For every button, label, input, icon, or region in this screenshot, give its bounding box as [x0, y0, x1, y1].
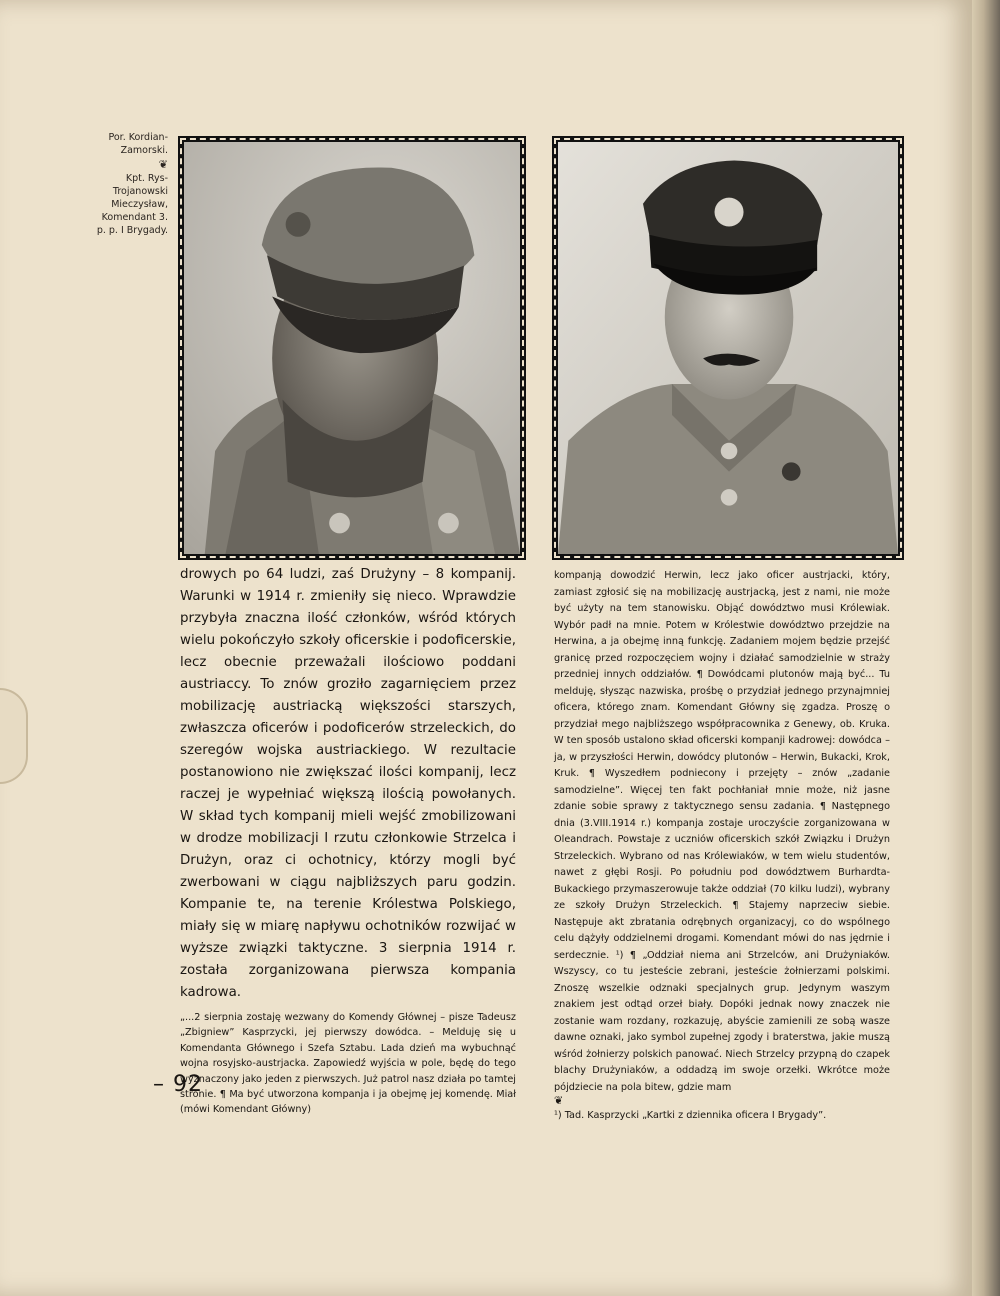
footnote: ¹) Tad. Kasprzycki „Kartki z dziennika oficera I Brygady”.: [554, 1110, 827, 1121]
right-portrait-image: [558, 142, 898, 554]
right-body-paragraph: kompanją dowodzić Herwin, lecz jako oficer austrjacki, który, zamiast zgłosić się na mobilizację austrjacką, jest z nami, nie może być użyty na tem stanowisku. Objąć dowództwo musi Królewiak. Wybór padł na mnie. Potem w Królestwie dowództwo przejdzie na Herwina, a ja obejmę inną funkcję. Zadaniem mojem będzie przejść granicę przed rozpoczęciem wojny i działać samodzielnie w straży przedniej innych oddziałów. ¶ Dowódcami plutonów mają być... Tu melduję, słysząc nazwiska, prośbę o przydział jednego przynajmniej oficera, którego znam. Komendant Główny się zgadza. Proszę o przydział mego najbliższego współpracownika z Genewy, ob. Kruka. W ten sposób ustalono skład oficerski kompanji kadrowej: dowódca – ja, w przyszłości Herwin, dowódcy plutonów – Herwin, Bukacki, Krok, Kruk. ¶ Wyszedłem podniecony i przejęty – znów „zadanie samodzielne”. Więcej ten fakt pochłaniał mnie może, niż jasne zdanie sobie sprawy z taktycznego sensu zadania. ¶ Następnego dnia (3.VIII.1914 r.) kompanja zostaje uroczyście zorganizowana w Oleandrach. Powstaje z uczniów oficerskich szkół Związku i Drużyn Strzeleckich. Wybrano od nas Królewiaków, w tem wielu studentów, nawet z głębi Rosji. Po południu pod dowództwem Burhardta-Bukackiego przymaszerowuje także oddział (70 kilku ludzi), wybrany ze szkoły Drużyn Strzeleckich. ¶ Stajemy naprzeciw siebie. Następuje akt zbratania odrębnych organizacyj, co do wspólnego celu dążyły oddzielnemi drogami. Komendant mówi do nas jędrnie i serdecznie. ¹) ¶ „Oddział niema ani Strzelców, ani Drużyniaków. Wszyscy, co tu jesteście zebrani, jesteście żołnierzami polskimi. Znoszę wszelkie odznaki specjalnych grup. Jedynym waszym znakiem jest odtąd orzeł biały. Dopóki jednak nowy znaczek nie zostanie wam rozdany, rozkazuję, abyście zamienili ze sobą wasze dawne oznaki, jako symbol zupełnej zgody i braterstwa, jakie muszą wśród żołnierzy polskich panować. Niech Strzelcy przypną do czapek blachy Drużyniaków, a oddadzą im swoje orzełki. Wkrótce może pójdziecie na pola bitew, gdzie mam: [554, 570, 890, 1093]
right-text-column: [554, 568, 890, 1125]
left-portrait-image: [184, 142, 520, 554]
left-text-column: [180, 564, 516, 1118]
page-number: – 92: [153, 1072, 203, 1097]
left-portrait-photo: [184, 142, 520, 554]
right-photo-caption: Kpt. Rys-Trojanowski Mieczysław, Komendant 3. p. p. I Brygady.: [96, 173, 168, 236]
leaf-ornament-icon: ❦: [158, 158, 168, 171]
right-portrait-photo: [558, 142, 898, 554]
left-body-paragraph: drowych po 64 ludzi, zaś Drużyny – 8 kompanij. Warunki w 1914 r. zmieniły się nieco. Wprawdzie przybyła znaczna ilość członków, wśród których wielu pokończyło szkoły oficerskie i podoficerskie, lecz obecnie przeważali ilościowo poddani austriaccy. To znów groziło zagarnięciem przez mobilizację austriacką większości starszych, zwłaszcza oficerów i podoficerów strzeleckich, do szeregów wojska austriackiego. W rezultacie postanowiono nie zwiększać ilości kompanij, lecz raczej je wypełniać większą ilością powołanych. W skład tych kompanij mieli wejść zmobilizowani w drodze mobilizacji I rzutu członkowie Strzelca i Drużyn, oraz ci ochotnicy, którzy mogli być zwerbowani w ciągu najbliższych paru godzin. Kompanie te, na terenie Królestwa Polskiego, miały się w miarę napływu ochotników rozwijać w wyższe związki taktyczne. 3 sierpnia 1914 r. została zorganizowana pierwsza kompania kadrowa.: [180, 567, 516, 1000]
left-photo-caption: Por. Kordian-Zamorski.: [108, 132, 168, 156]
page-tab-notch: [0, 688, 28, 784]
book-edge: [972, 0, 1000, 1296]
photo-captions: [96, 131, 168, 237]
left-quote-paragraph: „...2 sierpnia zostaję wezwany do Komendy Głównej – pisze Tadeusz „Zbigniew” Kasprzycki, jej pierwszy dowódca. – Melduję się u Komendanta Głównego i Szefa Sztabu. Lada dzień ma wybuchnąć wojna rosyjsko-austrjacka. Zapowiedź wyjścia w pole, będę do tego wyznaczony jako jeden z pierwszych. Już patrol nasz działa po tamtej stronie. ¶ Ma być utworzona kompanja i ja obejmę jej komendę. Miał (mówi Komendant Główny): [180, 1012, 516, 1116]
left-portrait-frame: [178, 136, 526, 560]
footnote-leaf-icon: ❦: [554, 1094, 564, 1107]
right-portrait-frame: [552, 136, 904, 560]
